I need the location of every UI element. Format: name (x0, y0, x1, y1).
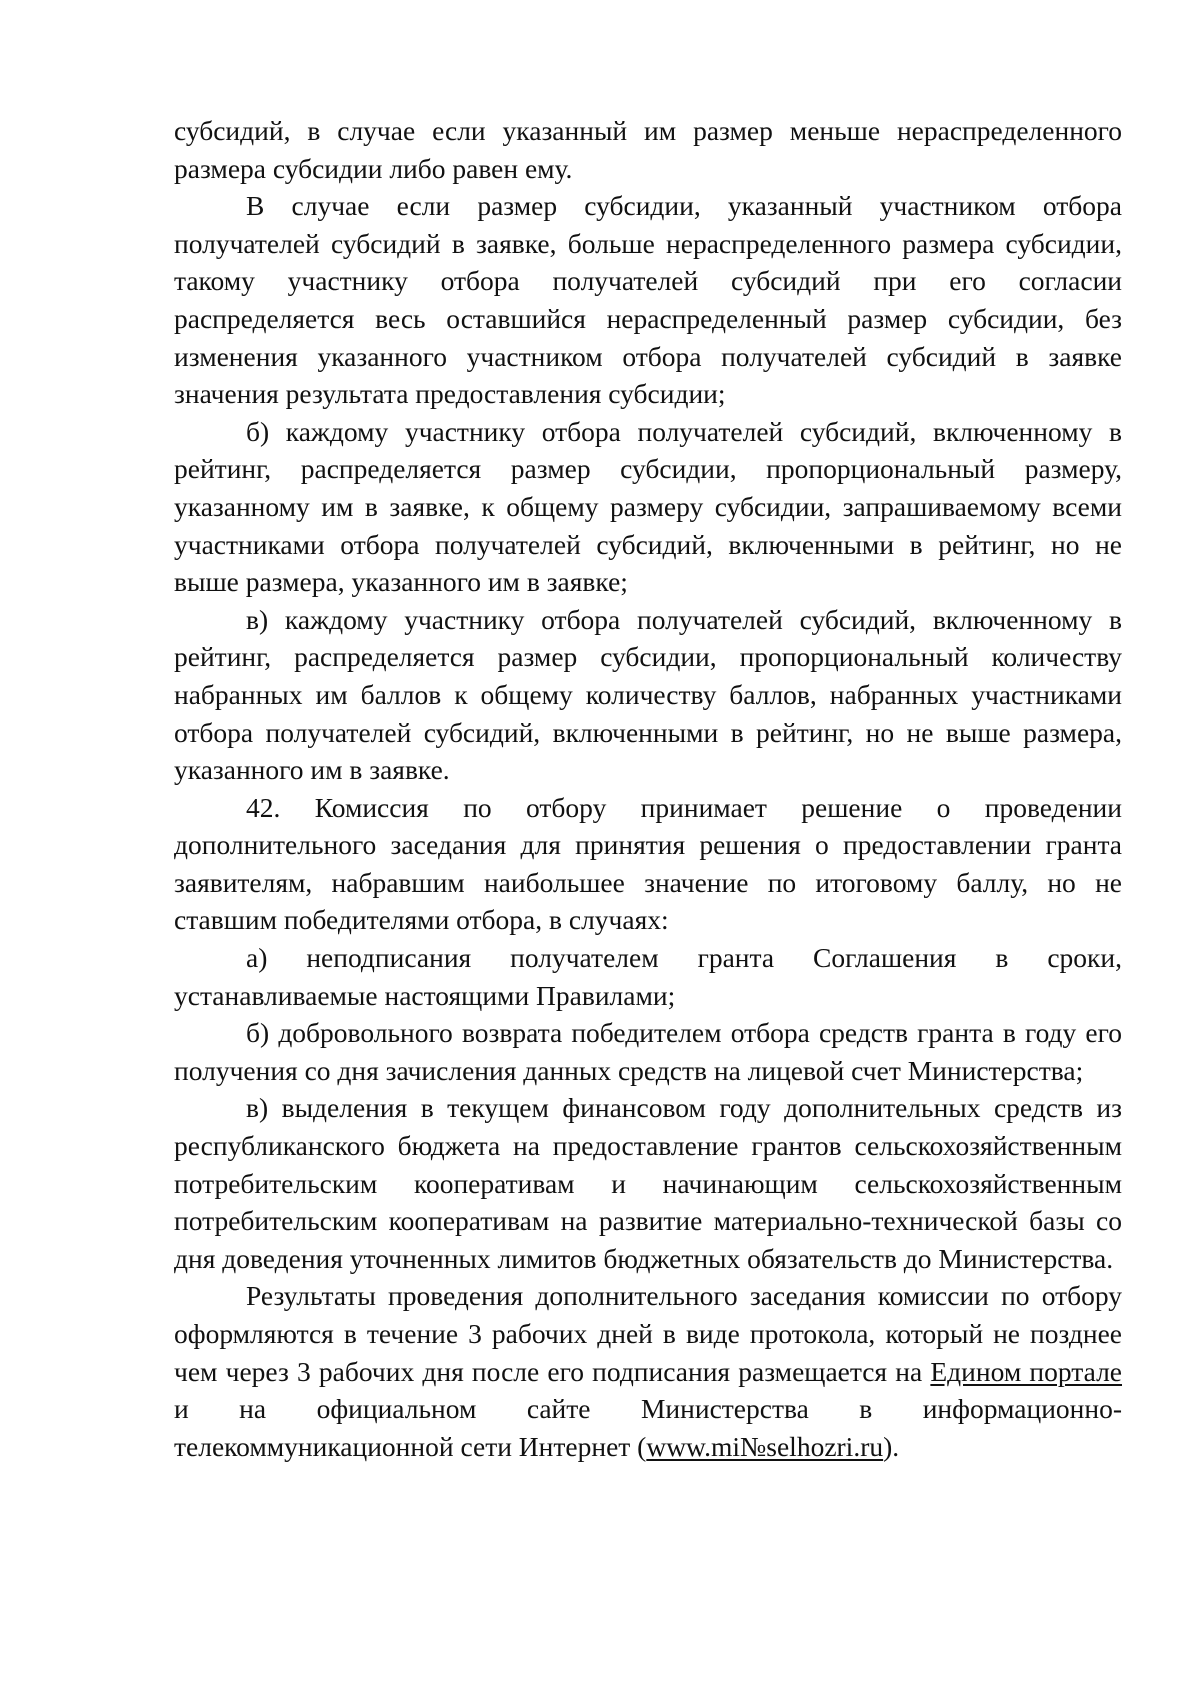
results-text-end: ). (883, 1430, 900, 1462)
paragraph-item-b-voluntary-return: б) добровольного возврата победителем отбора средств гранта в году его получения со дня зачисления данных средств на лицевой счет Министерства; (174, 1017, 1122, 1086)
results-text-start: Результаты проведения дополнительного заседания комиссии по отбору оформляются в течение 3 рабочих дней в виде протокола, который не позднее чем через 3 рабочих дня после его подписания размещается на (174, 1280, 1122, 1387)
paragraph-continuation: субсидий, в случае если указанный им размер меньше нераспределенного размера субсидии либо равен ему. (174, 115, 1122, 184)
paragraph-item-v-additional-funds: в) выделения в текущем финансовом году дополнительных средств из республиканского бюджета на предоставление грантов сельскохозяйственным потребительским кооперативам и начинающим сельскохозяйственным потребительским кооперативам на развитие материально-технической базы со дня доведения уточненных лимитов бюджетных обязательств до Министерства. (174, 1092, 1122, 1274)
paragraph-results-publication (174, 1277, 1122, 1465)
paragraph-item-b-proportional-size: б) каждому участнику отбора получателей субсидий, включенному в рейтинг, распределяется размер субсидии, пропорциональный размеру, указанному им в заявке, к общему размеру субсидии, запрашиваемому всеми участниками отбора получателей субсидий, включенными в рейтинг, но не выше размера, указанного им в заявке; (174, 415, 1122, 598)
paragraph-item-a-not-signed: а) неподписания получателем гранта Соглашения в сроки, устанавливаемые настоящими Правилами; (174, 942, 1122, 1011)
document-body (174, 112, 1122, 1465)
ministry-website-link[interactable]: www.mi№selhozri.ru (646, 1430, 884, 1462)
unified-portal-link[interactable]: Едином портале (930, 1355, 1122, 1387)
paragraph-clause-42: 42. Комиссия по отбору принимает решение о проведении дополнительного заседания для принятия решения о предоставлении гранта заявителям, набравшим наибольшее значение по итоговому баллу, но не ставшим победителями отбора, в случаях: (174, 791, 1122, 936)
paragraph-subsidy-remainder: В случае если размер субсидии, указанный участником отбора получателей субсидий в заявке, больше нераспределенного размера субсидии, такому участнику отбора получателей субсидий при его согласии распределяется весь оставшийся нераспределенный размер субсидии, без изменения указанного участником отбора получателей субсидий в заявке значения результата предоставления субсидии; (174, 190, 1122, 410)
results-text-middle: и на официальном сайте Министерства в информационно-телекоммуникационной сети Интернет ( (174, 1393, 1122, 1462)
paragraph-item-v-proportional-score: в) каждому участнику отбора получателей субсидий, включенному в рейтинг, распределяется размер субсидии, пропорциональный количеству набранных им баллов к общему количеству баллов, набранных участниками отбора получателей субсидий, включенными в рейтинг, но не выше размера, указанного им в заявке. (174, 603, 1122, 786)
